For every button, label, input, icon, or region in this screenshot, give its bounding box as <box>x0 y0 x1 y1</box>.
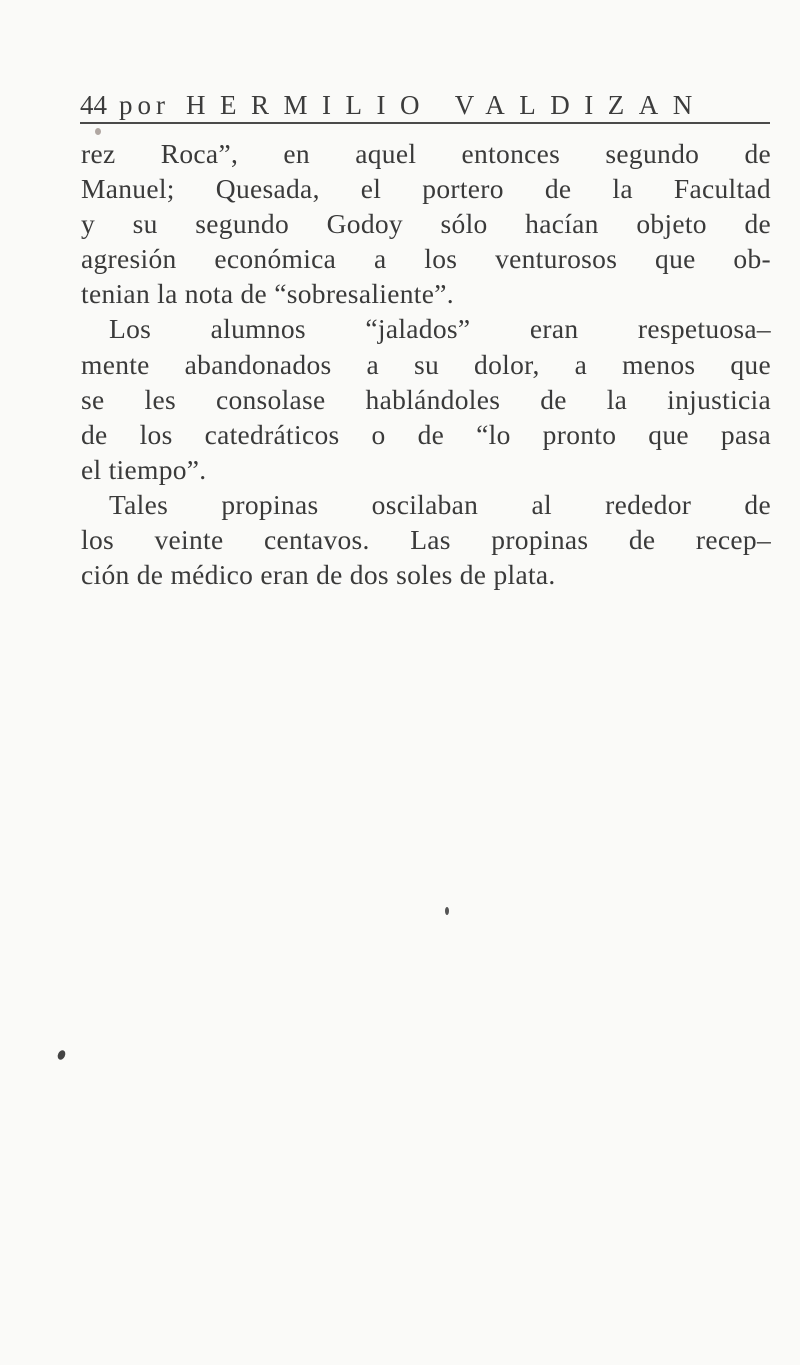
text-line: el tiempo”. <box>81 453 207 485</box>
page-number: 44 <box>80 90 107 120</box>
running-head-by: por <box>119 90 170 120</box>
text-line: los veinte centavos. Las propinas de recep– <box>81 524 771 556</box>
text-line: rez Roca”, en aquel entonces segundo de <box>81 138 771 169</box>
text-line: agresión económica a los venturosos que ob- <box>81 243 771 275</box>
text-line: Manuel; Quesada, el portero de la Facultad <box>81 173 771 205</box>
ink-speck <box>445 907 449 915</box>
running-head <box>80 88 770 122</box>
ink-speck <box>95 128 101 135</box>
text-line: tenian la nota de “sobresaliente”. <box>81 278 454 310</box>
header-rule <box>80 122 770 124</box>
running-head-author: HERMILIO VALDIZAN <box>186 90 707 120</box>
text-line: se les consolase hablándoles de la injusticia <box>81 383 771 415</box>
ink-speck <box>56 1049 67 1061</box>
paragraph-first-line: Los alumnos “jalados” eran respetuosa– <box>109 313 771 345</box>
text-line: de los catedráticos o de “lo pronto que pasa <box>81 418 771 450</box>
body-text <box>81 136 771 592</box>
text-line: y su segundo Godoy sólo hacían objeto de <box>81 208 771 240</box>
text-line: ción de médico eran de dos soles de plata. <box>81 559 556 591</box>
text-line: mente abandonados a su dolor, a menos que <box>81 348 771 380</box>
paragraph-first-line: Tales propinas oscilaban al rededor de <box>109 488 771 520</box>
